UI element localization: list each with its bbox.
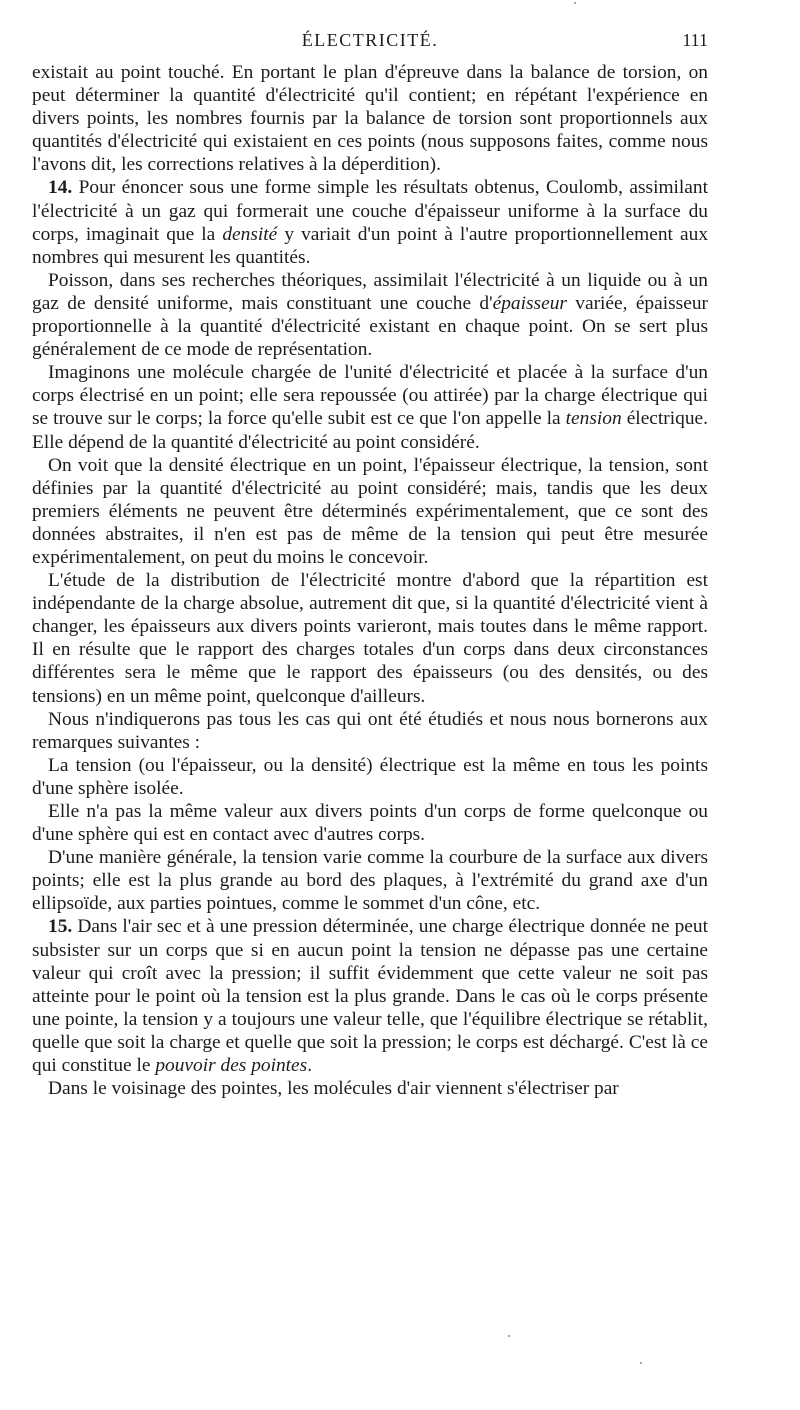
emphasis-pouvoir-des-pointes: pouvoir des pointes [155, 1055, 308, 1077]
emphasis-tension: tension [565, 408, 622, 430]
paragraph-courbure: D'une manière générale, la tension varie comme la courbure de la surface aux divers points; elle est la plus grande au bord des plaques, à l'extrémité du grand axe d'un ellipsoïde, aux parties pointues, comme le sommet d'un cône, etc. [32, 847, 708, 915]
book-page [32, 0, 708, 1410]
paragraph-section-15 [32, 915, 708, 1077]
emphasis-densite: densité [222, 223, 278, 245]
paragraph-text: Pour énoncer sous une forme simple les résultats obtenus, Coulomb, assimilant l'électricité à un gaz qui formerait une couche d'épaisseur uniforme à la surface du corps, imaginait que la [32, 177, 708, 245]
page-number: 111 [682, 30, 708, 50]
paragraph-text: électrique. Elle dépend de la quantité d'électricité au point considéré. [32, 408, 708, 453]
paragraph-poisson [32, 269, 708, 361]
scan-speck [508, 1335, 510, 1337]
paragraph-text: variée, épaisseur proportionnelle à la quantité d'électricité existant en chaque point. On se sert plus généralement de ce mode de représentation. [32, 292, 708, 361]
section-number: 14. [48, 177, 73, 199]
scan-speck [640, 1362, 642, 1364]
paragraph-voisinage: Dans le voisinage des pointes, les molécules d'air viennent s'électriser par [48, 1078, 619, 1100]
running-head [32, 30, 708, 54]
running-title: ÉLECTRICITÉ. [301, 30, 439, 50]
paragraph-continuation: existait au point touché. En portant le plan d'épreuve dans la balance de torsion, on peut déterminer la quantité d'électricité qu'il contient; en répétant l'expérience en divers points, les nombres fournis par la balance de torsion sont proportionnels aux quantités d'électricité qui existaient en ces points (nous supposons faites, comme nous l'avons dit, les corrections relatives à la déperdition). [32, 62, 708, 176]
paragraph-text: Imaginons une molécule chargée de l'unité d'électricité et placée à la surface d'un corps électrisé en un point; elle sera repoussée (ou attirée) par la charge électrique qui se trouve sur le corps; la force qu'elle subit est ce que l'on appelle la [32, 362, 708, 430]
paragraph-definitions: On voit que la densité électrique en un point, l'épaisseur électrique, la tension, sont définies par la quantité d'électricité au point considéré; mais, tandis que les deux premiers éléments ne peuvent être déterminés expérimentalement, que ce sont des données abstraites, il n'en est pas de même de la tension qui peut être mesurée expérimentalement, on peut du moins le concevoir. [32, 454, 708, 568]
scan-speck [574, 2, 576, 4]
paragraph-remarks-intro: Nous n'indiquerons pas tous les cas qui ont été étudiés et nous nous bornerons aux remarques suivantes : [32, 708, 708, 753]
paragraph-tension [32, 361, 708, 453]
paragraph-text: Dans l'air sec et à une pression déterminée, une charge électrique donnée ne peut subsister sur un corps que si en aucun point la tension ne dépasse pas une certaine valeur qui croît avec la pression; il suffit évidemment que cette valeur ne soit pas atteinte pour le point où la tension est la plus grande. Dans le cas où le corps présente une pointe, la tension y a toujours une valeur telle, que l'équilibre électrique se rétablit, quelle que soit la charge et quelle que soit la pression; le corps est déchargé. C'est là ce qui constitue le [32, 916, 708, 1077]
paragraph-section-14 [32, 176, 708, 268]
paragraph-sphere-isolee: La tension (ou l'épaisseur, ou la densité) électrique est la même en tous les points d'une sphère isolée. [32, 754, 708, 799]
section-number: 15. [48, 916, 73, 938]
paragraph-text: Poisson, dans ses recherches théoriques, assimilait l'électricité à un liquide ou à un gaz de densité uniforme, mais constituant une couche d' [32, 269, 708, 314]
body-text [32, 61, 708, 1100]
paragraph-forme-quelconque: Elle n'a pas la même valeur aux divers points d'un corps de forme quelconque ou d'une sphère qui est en contact avec d'autres corps. [32, 801, 708, 846]
paragraph-distribution: L'étude de la distribution de l'électricité montre d'abord que la répartition est indépendante de la charge absolue, autrement dit que, si la quantité d'électricité vient à changer, les épaisseurs aux divers points varieront, mais toutes dans le même rapport. Il en résulte que le rapport des charges totales d'un corps dans deux circonstances différentes sera le même que le rapport des épaisseurs (ou des densités, ou des tensions) en un même point, quelconque d'ailleurs. [32, 570, 708, 707]
paragraph-text: y variait d'un point à l'autre proportionnellement aux nombres qui mesurent les quantités. [32, 223, 709, 268]
emphasis-epaisseur: épaisseur [492, 292, 567, 314]
paragraph-text: . [307, 1055, 313, 1077]
